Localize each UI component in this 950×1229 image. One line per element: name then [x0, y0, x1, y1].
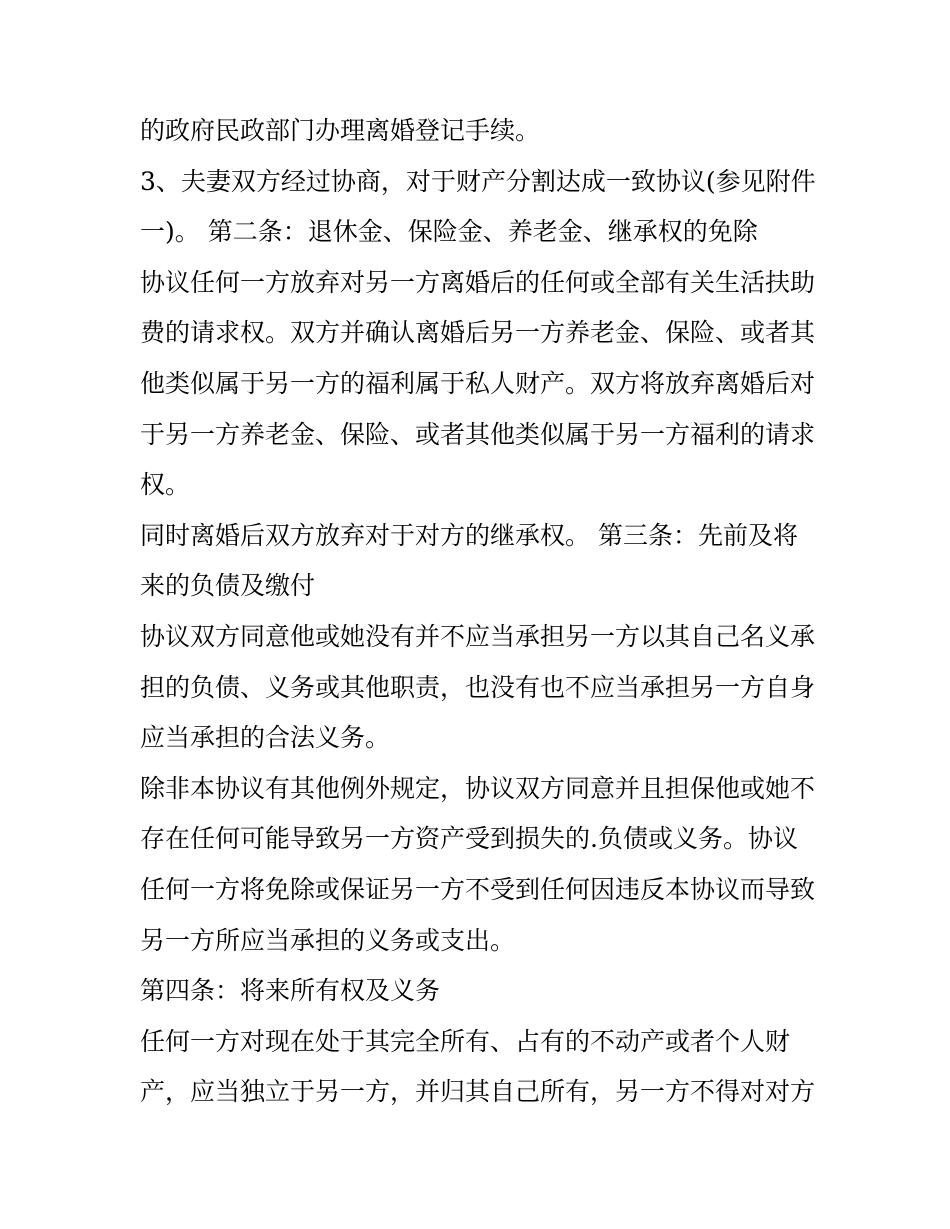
text-line: 同时离婚后双方放弃对于对方的继承权。 第三条：先前及将 [140, 520, 798, 550]
text-line: 协议双方同意他或她没有并不应当承担另一方以其自己名义承 [140, 621, 816, 651]
text-line: 任何一方将免除或保证另一方不受到任何因违反本协议而导致 [140, 874, 816, 904]
text-line: 另一方所应当承担的义务或支出。 [140, 925, 516, 955]
text-line: 的政府民政部门办理离婚登记手续。 [140, 116, 541, 145]
text-line: 他类似属于另一方的福利属于私人财产。双方将放弃离婚后对 [140, 368, 816, 398]
document-body [140, 106, 830, 1118]
text-line: 第四条：将来所有权及义务 [140, 976, 441, 1006]
text-line: 任何一方对现在处于其完全所有、占有的不动产或者个人财 [140, 1026, 791, 1056]
text-line: 协议任何一方放弃对另一方离婚后的任何或全部有关生活扶助 [140, 267, 816, 297]
text-line: 一)。 第二条：退休金、保险金、养老金、继承权的免除 [140, 217, 758, 247]
text-line: 应当承担的合法义务。 [140, 723, 391, 753]
text-line: 费的请求权。双方并确认离婚后另一方养老金、保险、或者其 [140, 318, 816, 348]
text-line: 除非本协议有其他例外规定，协议双方同意并且担保他或她不 [140, 773, 816, 803]
text-line: 来的负债及缴付 [140, 571, 316, 601]
text-line: 存在任何可能导致另一方资产受到损失的.负债或义务。协议 [140, 824, 798, 854]
text-line: 权。 [140, 470, 191, 500]
text-line: 于另一方养老金、保险、或者其他类似属于另一方福利的请求 [140, 419, 816, 449]
text-line: 3、夫妻双方经过协商，对于财产分割达成一致协议(参见附件 [140, 166, 816, 196]
text-line: 担的负债、义务或其他职责，也没有也不应当承担另一方自身 [140, 672, 816, 702]
text-line: 产，应当独立于另一方，并归其自己所有，另一方不得对对方 [140, 1077, 816, 1107]
